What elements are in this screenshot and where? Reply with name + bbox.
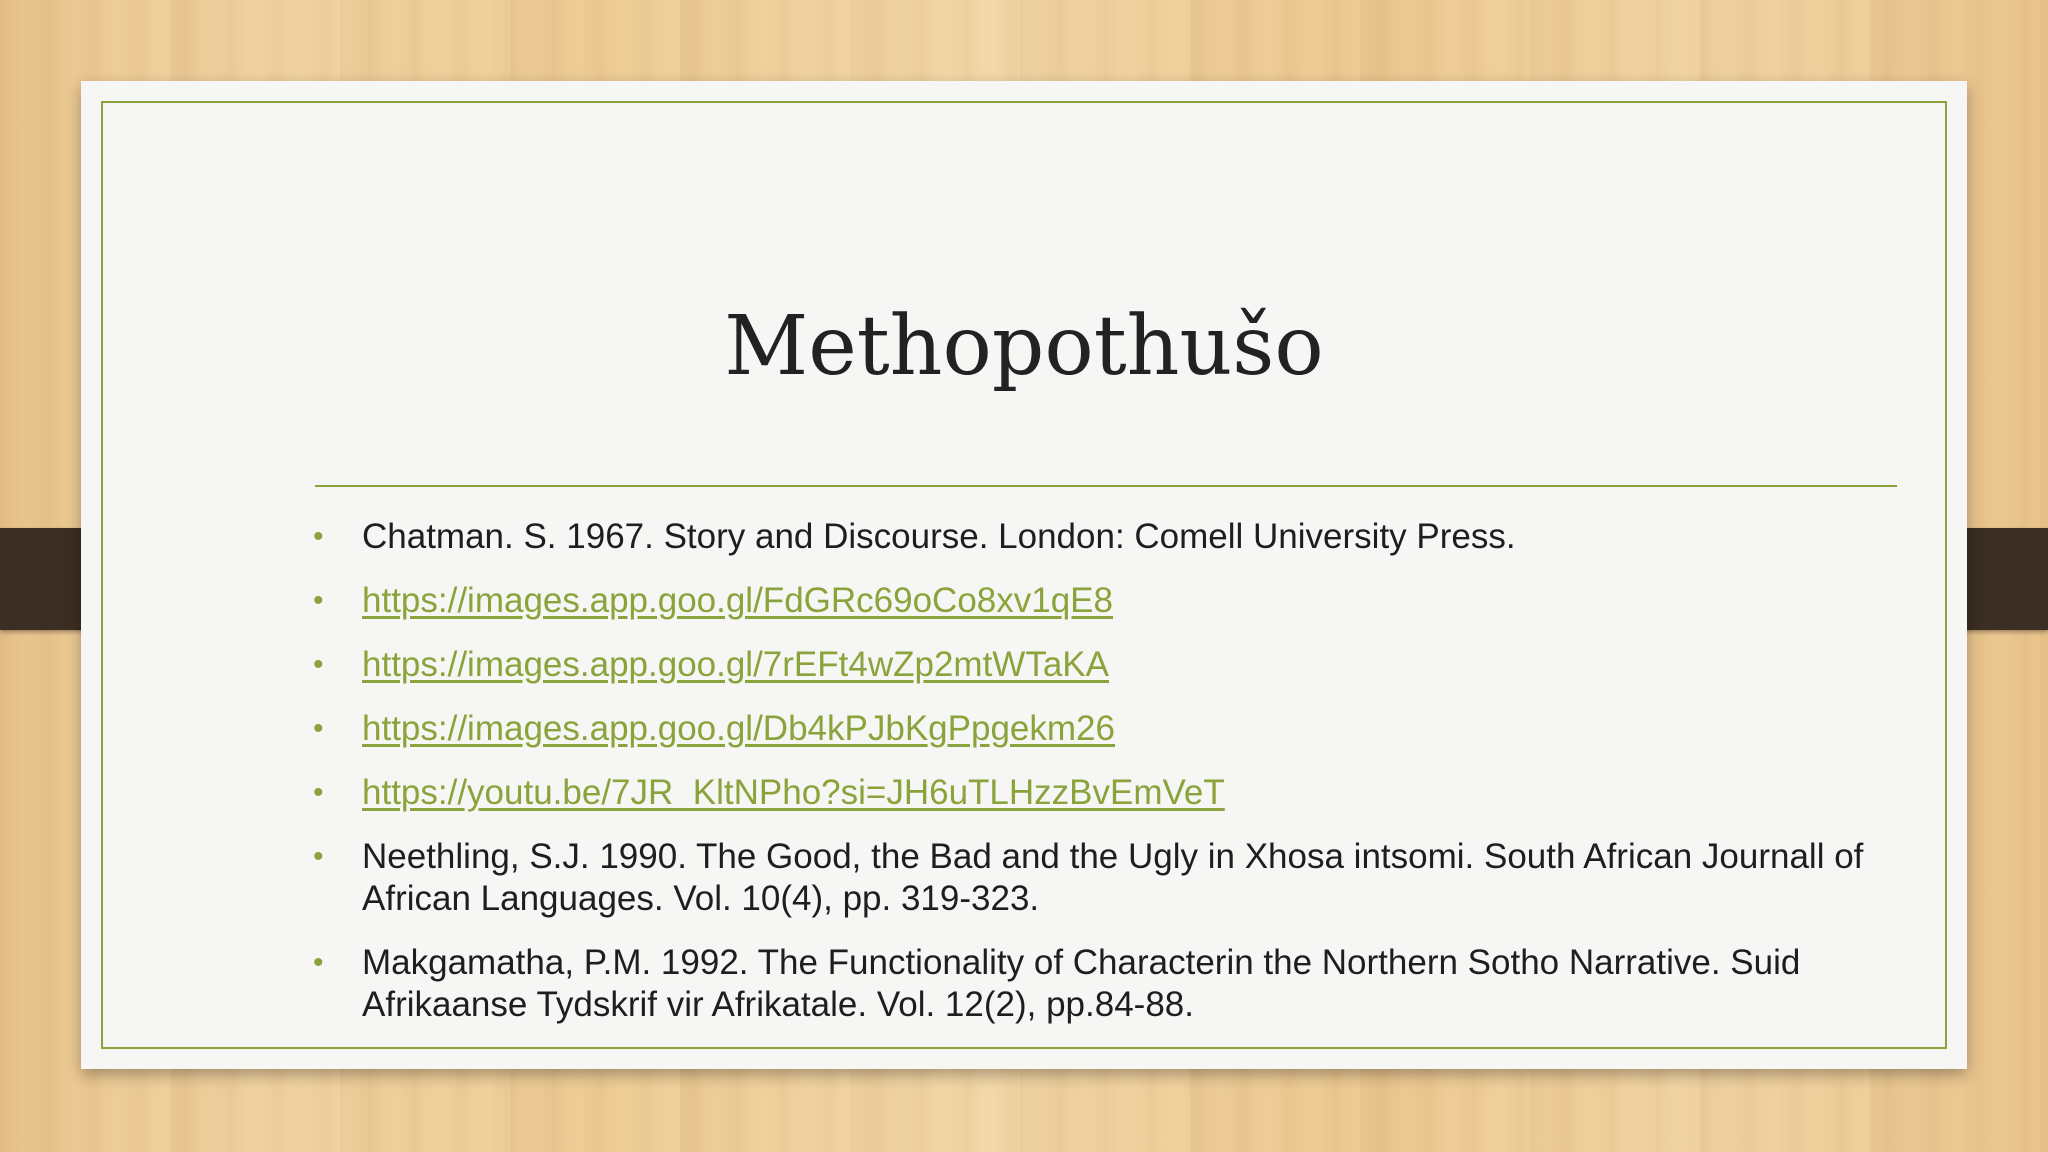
reference-link[interactable]: https://images.app.goo.gl/FdGRc69oCo8xv1qE8 (362, 581, 1113, 620)
reference-link[interactable]: https://images.app.goo.gl/Db4kPJbKgPpgekm26 (362, 709, 1115, 748)
bullet-icon: • (313, 584, 324, 617)
reference-item (313, 708, 1913, 750)
reference-item (313, 772, 1913, 814)
bullet-icon: • (313, 648, 324, 681)
reference-text: Neethling, S.J. 1990. The Good, the Bad and the Ugly in Xhosa intsomi. South African Journall of African Languages. Vol. 10(4), pp. 319-323. (362, 837, 1864, 918)
title-divider (315, 485, 1897, 487)
reference-item (313, 644, 1913, 686)
bullet-icon: • (313, 712, 324, 745)
reference-link[interactable]: https://images.app.goo.gl/7rEFt4wZp2mtWTaKA (362, 645, 1109, 684)
reference-item (313, 580, 1913, 622)
slide (81, 81, 1967, 1069)
reference-text: Chatman. S. 1967. Story and Discourse. London: Comell University Press. (362, 517, 1516, 556)
reference-item (313, 942, 1913, 1026)
reference-item (313, 836, 1913, 920)
bullet-icon: • (313, 840, 324, 873)
reference-list (313, 516, 1913, 1048)
bullet-icon: • (313, 946, 324, 979)
bullet-icon: • (313, 776, 324, 809)
bullet-icon: • (313, 520, 324, 553)
reference-text: Makgamatha, P.M. 1992. The Functionality of Characterin the Northern Sotho Narrative. Suid Afrikaanse Tydskrif vir Afrikatale. Vol. 12(2), pp.84-88. (362, 943, 1801, 1024)
slide-title: Methopothušo (724, 299, 1324, 394)
reference-link[interactable]: https://youtu.be/7JR_KltNPho?si=JH6uTLHzzBvEmVeT (362, 773, 1225, 812)
reference-item (313, 516, 1913, 558)
